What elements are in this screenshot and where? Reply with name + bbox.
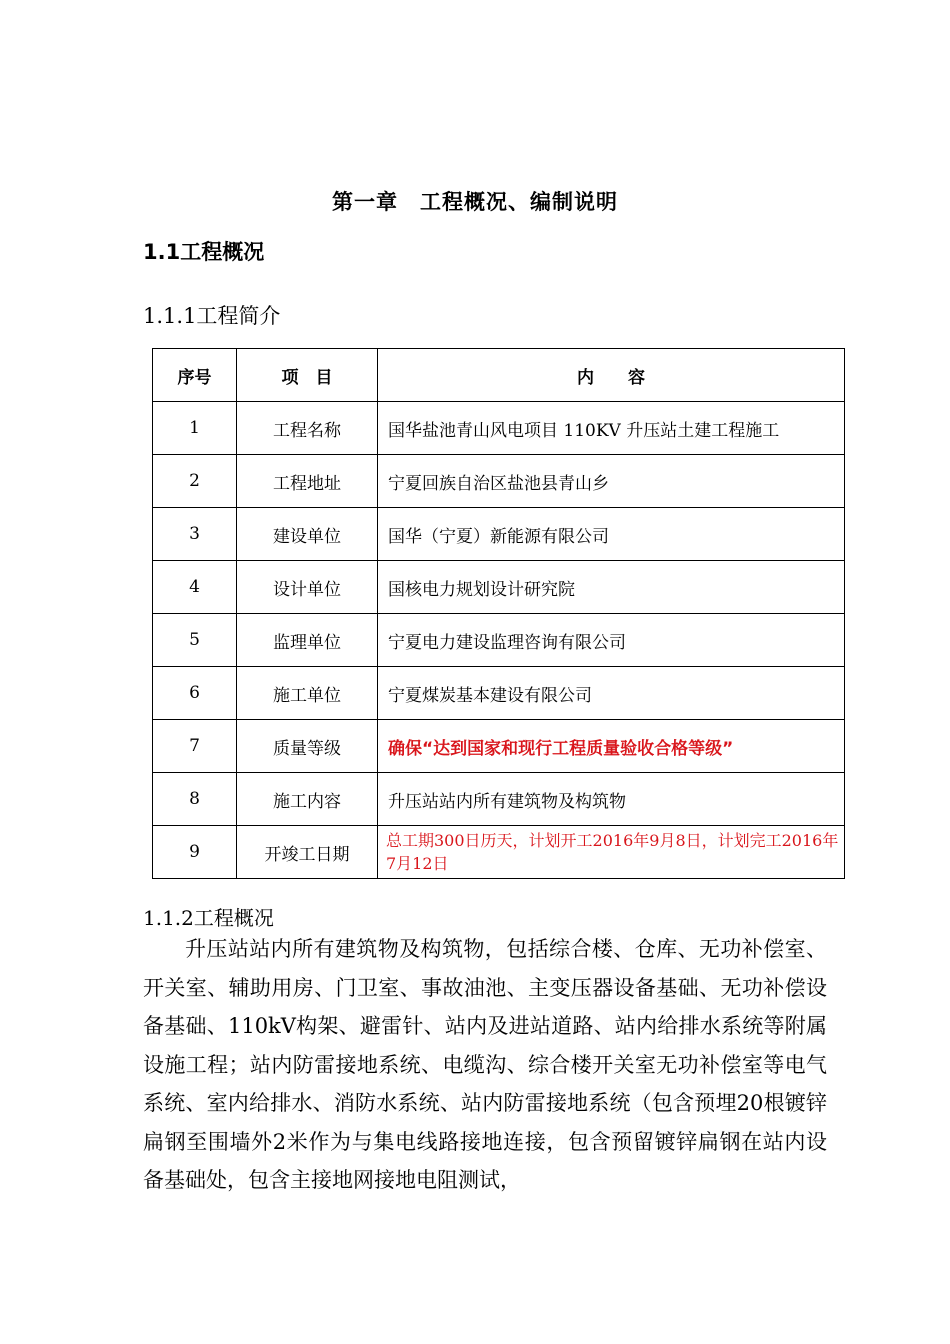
table-row [153,614,845,667]
table-row [153,720,845,773]
body-paragraph: 升压站站内所有建筑物及构筑物，包括综合楼、仓库、无功补偿室、开关室、辅助用房、门卫室、事故油池、主变压器设备基础、无功补偿设备基础、110kV构架、避雷针、站内及进站道路、站内给排水系统等附属设施工程；站内防雷接地系统、电缆沟、综合楼开关室无功补偿室等电气系统、室内给排水、消防水系统、站内防雷接地系统（包含预埋20根镀锌扁钢至围墙外2米作为与集电线路接地连接，包含预留镀锌扁钢在站内设备基础处，包含主接地网接地电阻测试， [143,937,827,1192]
subsection2-heading: 1.1.2工程概况 [143,906,274,930]
row-num: 3 [153,508,237,561]
row-item: 建设单位 [237,508,378,561]
table-header-row [153,349,845,402]
row-num: 5 [153,614,237,667]
row-content: 宁夏煤炭基本建设有限公司 [378,667,845,720]
row-content-quality: 确保“达到国家和现行工程质量验收合格等级” [378,720,845,773]
row-item: 开竣工日期 [237,826,378,879]
row-content: 国核电力规划设计研究院 [378,561,845,614]
row-content: 升压站站内所有建筑物及构筑物 [378,773,845,826]
row-item: 质量等级 [237,720,378,773]
row-item: 施工内容 [237,773,378,826]
row-content: 国华（宁夏）新能源有限公司 [378,508,845,561]
table-row [153,826,845,879]
chapter-title: 第一章 工程概况、编制说明 [332,190,618,214]
row-item: 监理单位 [237,614,378,667]
row-num: 1 [153,402,237,455]
row-num: 4 [153,561,237,614]
row-num: 2 [153,455,237,508]
row-content: 宁夏电力建设监理咨询有限公司 [378,614,845,667]
row-item: 施工单位 [237,667,378,720]
project-info-table [152,348,845,879]
table-row [153,667,845,720]
section-heading: 1.1工程概况 [143,240,265,264]
header-content: 内 容 [378,349,845,402]
row-content-dates: 总工期300日历天，计划开工2016年9月8日，计划完工2016年7月12日 [378,826,845,879]
row-num: 9 [153,826,237,879]
row-num: 8 [153,773,237,826]
row-num: 6 [153,667,237,720]
table-row [153,561,845,614]
header-item: 项 目 [237,349,378,402]
row-num: 7 [153,720,237,773]
row-item: 工程地址 [237,455,378,508]
table-row [153,402,845,455]
table-row [153,455,845,508]
header-num: 序号 [153,349,237,402]
subsection-heading: 1.1.1工程简介 [143,304,281,328]
table-row [153,508,845,561]
table-row [153,773,845,826]
row-item: 设计单位 [237,561,378,614]
row-item: 工程名称 [237,402,378,455]
row-content: 国华盐池青山风电项目 110KV 升压站土建工程施工 [378,402,845,455]
row-content: 宁夏回族自治区盐池县青山乡 [378,455,845,508]
